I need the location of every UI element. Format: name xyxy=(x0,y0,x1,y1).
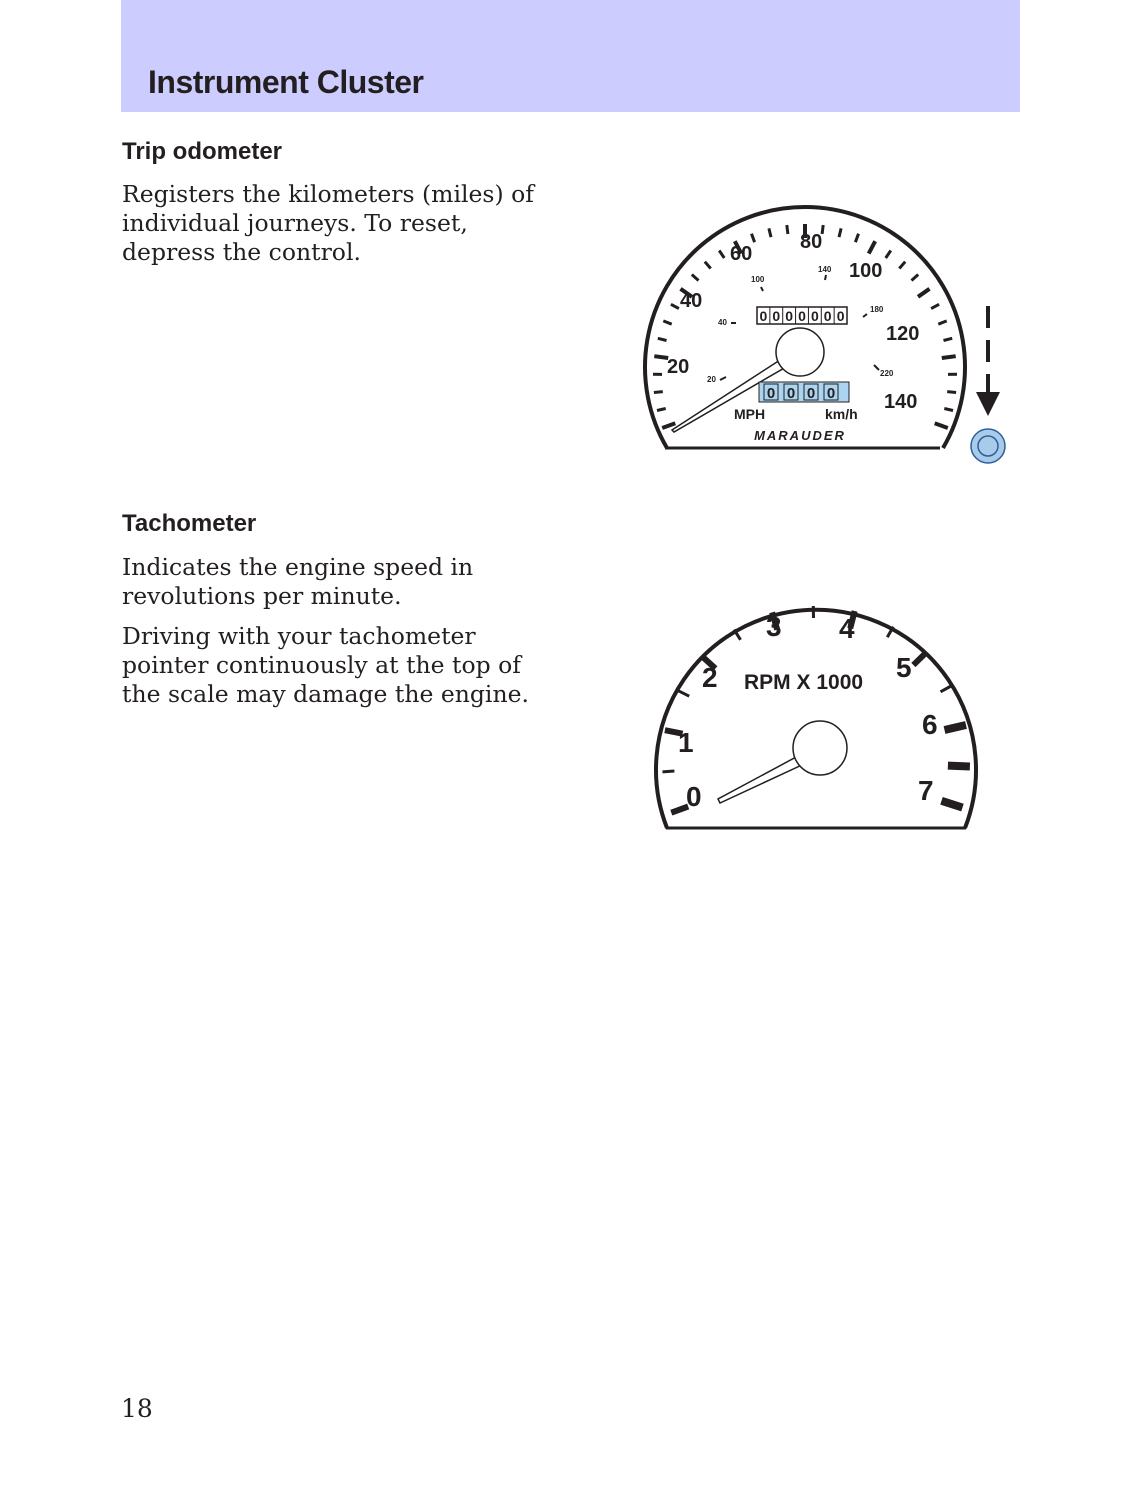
tach-label-5: 5 xyxy=(896,652,912,683)
speedometer-tick xyxy=(947,392,956,393)
mph-label-100: 100 xyxy=(849,260,883,282)
speedometer-tick xyxy=(705,262,711,269)
speedometer-illustration xyxy=(630,200,1020,480)
speedometer-tick xyxy=(719,251,724,259)
tach-label-2: 2 xyxy=(702,662,718,693)
odometer-display xyxy=(757,307,847,324)
speedometer-tick xyxy=(869,241,876,253)
tachometer-hub xyxy=(793,721,847,775)
speedometer-hub xyxy=(776,328,824,376)
kmh-label-20: 20 xyxy=(707,375,716,384)
tachometer-needle xyxy=(718,756,804,803)
speedometer-tick xyxy=(918,289,930,297)
speedometer-tick xyxy=(658,338,667,340)
trip-odometer-display xyxy=(759,382,849,402)
speedometer-tick xyxy=(662,423,675,428)
speedometer-tick xyxy=(942,356,956,358)
mph-label-60: 60 xyxy=(730,243,753,265)
odometer-digit: 0 xyxy=(798,308,806,324)
tach-label-7: 7 xyxy=(918,775,934,806)
mph-unit-label: MPH xyxy=(734,406,766,422)
speedometer-tick xyxy=(654,392,663,393)
kmh-label-180: 180 xyxy=(870,305,884,314)
tachometer-tick xyxy=(941,686,952,692)
tachometer-tick xyxy=(945,725,967,730)
odometer-digit: 0 xyxy=(759,308,768,324)
page-number: 18 xyxy=(121,1394,153,1423)
header-band xyxy=(121,0,1020,112)
odometer-digit: 0 xyxy=(836,308,845,324)
tach-label-3: 3 xyxy=(766,611,782,642)
tachometer-illustration xyxy=(630,570,990,840)
trip-odometer-description: Registers the kilometers (miles) of individual journeys. To reset, depress the control. xyxy=(122,180,534,266)
speedometer-tick xyxy=(935,423,948,428)
speedometer-tick xyxy=(752,234,755,243)
speedometer-tick xyxy=(899,262,905,269)
trip-odometer-digit: 0 xyxy=(826,385,836,402)
speedometer-tick xyxy=(769,228,771,237)
tachometer-tick xyxy=(678,691,689,696)
tachometer-tick xyxy=(913,653,926,666)
speedometer-tick xyxy=(938,321,946,324)
odometer-digit: 0 xyxy=(772,308,781,324)
mph-label-120: 120 xyxy=(886,323,920,345)
odometer-digit: 0 xyxy=(785,308,793,324)
tachometer-tick xyxy=(942,801,963,808)
speedometer-tick xyxy=(944,409,953,411)
speedometer-tick xyxy=(886,251,891,259)
tach-label-4: 4 xyxy=(839,613,855,644)
tachometer-warning: Driving with your tachometer pointer continuously at the top of the scale may damage the engine. xyxy=(122,622,529,708)
mph-label-140: 140 xyxy=(884,391,918,413)
tachometer-tick xyxy=(948,766,970,767)
speedometer-tick xyxy=(839,228,841,237)
speedometer-tick xyxy=(657,409,666,411)
tachometer-heading: Tachometer xyxy=(122,510,257,537)
trip-odometer-digit: 0 xyxy=(806,385,816,402)
speedometer-tick xyxy=(663,321,671,324)
tach-label-6: 6 xyxy=(922,709,938,740)
page-title: Instrument Cluster xyxy=(148,64,424,100)
trip-odometer-digit: 0 xyxy=(766,385,776,402)
tachometer-tick xyxy=(663,771,675,772)
tachometer-description: Indicates the engine speed in revolutions per minute. xyxy=(122,553,474,610)
trip-reset-button[interactable] xyxy=(971,429,1005,463)
reset-arrow-icon xyxy=(976,306,1000,416)
speedometer-tick xyxy=(944,338,953,340)
speedometer-tick xyxy=(692,275,699,281)
speedometer-tick xyxy=(787,225,788,234)
tach-label-0: 0 xyxy=(686,781,702,812)
rpm-scale-label: RPM X 1000 xyxy=(744,671,864,694)
mph-label-20: 20 xyxy=(667,356,690,378)
speedometer-tick xyxy=(912,275,919,281)
odometer-digit: 0 xyxy=(811,308,819,324)
kmh-label-140: 140 xyxy=(818,265,832,274)
speedometer-tick xyxy=(822,225,823,234)
speedometer-tick xyxy=(931,304,939,308)
speedometer-tick xyxy=(855,234,858,243)
brand-logo: MARAUDER xyxy=(754,428,846,443)
odometer-digit: 0 xyxy=(823,308,832,324)
kmh-label-100: 100 xyxy=(751,275,765,284)
mph-label-40: 40 xyxy=(680,290,703,312)
trip-odometer-digit: 0 xyxy=(786,385,796,402)
mph-label-80: 80 xyxy=(800,231,823,253)
kmh-unit-label: km/h xyxy=(825,406,858,422)
speedometer-tick xyxy=(671,304,679,308)
kmh-label-40: 40 xyxy=(718,318,727,327)
trip-odometer-heading: Trip odometer xyxy=(122,138,283,165)
kmh-label-220: 220 xyxy=(880,369,894,378)
tach-label-1: 1 xyxy=(678,727,694,758)
